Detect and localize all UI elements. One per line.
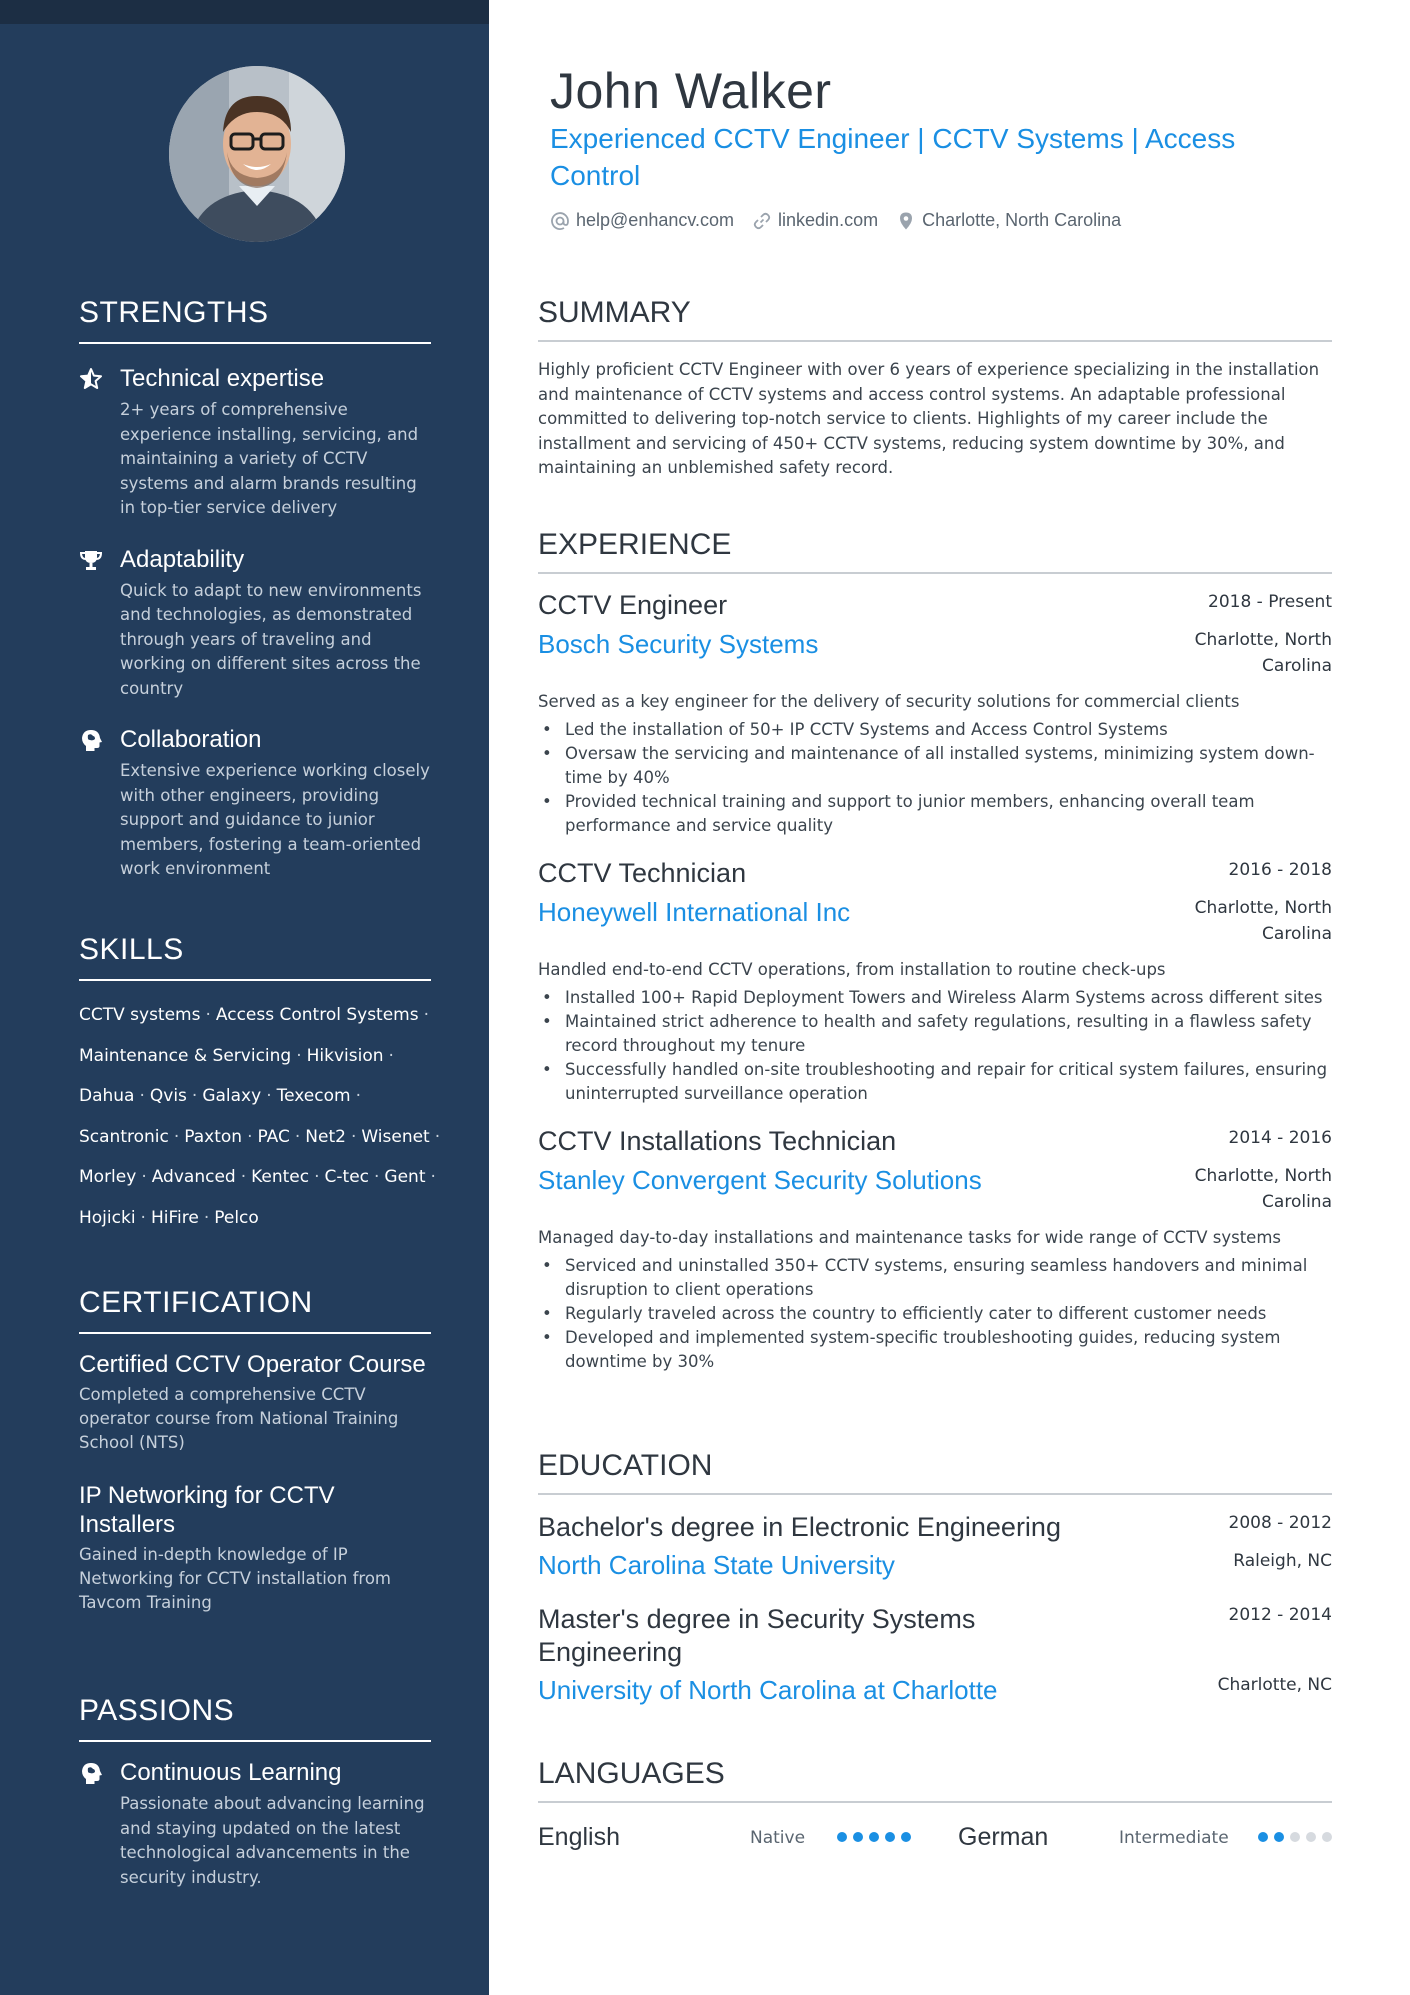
passion-title: Continuous Learning <box>120 1759 342 1786</box>
skill-tag: Qvis <box>149 1086 187 1106</box>
job-company[interactable]: Stanley Convergent Security Solutions <box>538 1165 982 1195</box>
skill-tag: Access Control Systems <box>215 1005 419 1025</box>
strength-description: 2+ years of comprehensive experience installing, servicing, and maintaining a variety of CCTV systems and alarm brands resulting in top-tier service delivery <box>120 400 419 517</box>
language-name: English <box>538 1822 620 1851</box>
language-item <box>958 1817 1332 1857</box>
rating-dot-filled <box>1274 1832 1284 1842</box>
brain-icon <box>79 728 103 752</box>
strengths-section <box>79 296 431 882</box>
job-bullet: • Regularly traveled across the country to efficiently cater to different customer needs <box>538 1302 1332 1326</box>
skills-list <box>79 995 441 1238</box>
contact-row <box>550 210 1121 231</box>
job-dates: 2016 - 2018 <box>1228 860 1332 880</box>
language-rating <box>837 1832 911 1842</box>
education-school[interactable]: North Carolina State University <box>538 1550 895 1580</box>
skills-line: CCTV systems · Access Control Systems · <box>79 1005 430 1025</box>
job-location: Charlotte, North Carolina <box>1194 898 1332 944</box>
certification-title: CERTIFICATION <box>79 1286 431 1334</box>
at-icon <box>550 211 570 231</box>
languages-row <box>538 1817 1332 1857</box>
strength-title: Collaboration <box>120 726 262 753</box>
strength-item <box>79 545 431 702</box>
job-entry <box>538 590 1332 838</box>
job-bullet: • Installed 100+ Rapid Deployment Towers and Wireless Alarm Systems across different sites <box>538 986 1332 1010</box>
skill-tag: Texecom <box>276 1086 351 1106</box>
language-level: Native <box>750 1828 806 1848</box>
education-entry <box>538 1511 1332 1581</box>
location-pin-icon <box>896 211 916 231</box>
rating-dot-filled <box>901 1832 911 1842</box>
strength-title: Technical expertise <box>120 365 325 392</box>
language-name: German <box>958 1822 1049 1851</box>
job-company[interactable]: Bosch Security Systems <box>538 629 819 659</box>
skill-tag: Maintenance & Servicing <box>79 1045 292 1066</box>
education-dates: 2012 - 2014 <box>1228 1605 1332 1625</box>
certification-description: Completed a comprehensive CCTV operator course from National Training School (NTS) <box>79 1385 399 1452</box>
skill-tag: Wisenet <box>361 1126 430 1147</box>
contact-location <box>896 210 1121 231</box>
education-school[interactable]: University of North Carolina at Charlotte <box>538 1675 998 1705</box>
language-rating <box>1258 1832 1332 1842</box>
rating-dot-filled <box>1258 1832 1268 1842</box>
linkedin-text: linkedin.com <box>778 210 879 230</box>
job-bullet: • Serviced and uninstalled 350+ CCTV systems, ensuring seamless handovers and minimal disruption to client operations <box>538 1254 1332 1302</box>
skill-tag: Morley <box>79 1167 137 1187</box>
skill-tag: Advanced <box>151 1167 236 1187</box>
job-summary: Handled end-to-end CCTV operations, from installation to routine check-ups <box>538 960 1166 979</box>
rating-dot-filled <box>885 1832 895 1842</box>
location-text: Charlotte, North Carolina <box>922 210 1122 230</box>
skills-section <box>79 933 441 1238</box>
trophy-icon <box>79 548 103 572</box>
job-location: Charlotte, North Carolina <box>1194 1166 1332 1212</box>
languages-section <box>538 1757 1332 1857</box>
education-degree: Master's degree in Security Systems Engineering <box>538 1604 976 1667</box>
experience-title: EXPERIENCE <box>538 528 1332 574</box>
summary-title: SUMMARY <box>538 296 1332 342</box>
sidebar <box>0 0 489 1995</box>
email-text: help@enhancv.com <box>576 210 735 230</box>
skill-tag: Gent <box>384 1167 426 1187</box>
certification-section <box>79 1286 431 1615</box>
contact-email[interactable] <box>550 210 734 231</box>
skill-tag: Net2 <box>305 1126 346 1147</box>
certification-name: IP Networking for CCTV Installers <box>79 1482 335 1538</box>
strength-description: Extensive experience working closely with other engineers, providing support and guidance to junior members, fostering a team-oriented work environment <box>120 761 430 878</box>
skill-tag: Hojicki <box>79 1207 136 1228</box>
skills-line: Dahua · Qvis · Galaxy · Texecom · <box>79 1086 361 1106</box>
job-bullet: • Oversaw the servicing and maintenance of all installed systems, minimizing system down-time by 40% <box>538 742 1332 790</box>
job-location: Charlotte, North Carolina <box>1194 630 1332 676</box>
rating-dot-filled <box>853 1832 863 1842</box>
summary-text: Highly proficient CCTV Engineer with over 6 years of experience specializing in the installation and maintenance of CCTV systems and access control systems. An adaptable professional committed to delivering top-notch service to clients. Highlights of my career include the installment and servicing of 450+ CCTV systems, reducing system downtime by 30%, and maintaining an unblemished safety record. <box>538 360 1320 477</box>
strengths-title: STRENGTHS <box>79 296 431 344</box>
education-entry <box>538 1603 1332 1706</box>
skills-line: Scantronic · Paxton · PAC · Net2 · Wisenet · <box>79 1126 441 1147</box>
certification-item <box>79 1481 431 1615</box>
education-dates: 2008 - 2012 <box>1228 1513 1332 1533</box>
skill-tag: Hikvision <box>306 1045 384 1066</box>
passion-item <box>79 1758 431 1890</box>
star-icon <box>79 367 103 391</box>
skills-title: SKILLS <box>79 933 431 981</box>
skill-tag: Pelco <box>214 1207 259 1228</box>
brain-icon <box>79 1761 103 1785</box>
job-summary: Served as a key engineer for the delivery of security solutions for commercial clients <box>538 692 1240 711</box>
skill-tag: Scantronic <box>79 1126 169 1147</box>
skills-line: Maintenance & Servicing · Hikvision · <box>79 1045 394 1066</box>
skill-tag: Kentec <box>251 1167 310 1187</box>
passions-section <box>79 1694 431 1890</box>
rating-dot-filled <box>869 1832 879 1842</box>
skills-line: Hojicki · HiFire · Pelco <box>79 1207 259 1228</box>
strength-title: Adaptability <box>120 545 245 573</box>
education-section <box>538 1449 1332 1706</box>
certification-name: Certified CCTV Operator Course <box>79 1351 426 1378</box>
skill-tag: HiFire <box>150 1207 199 1228</box>
skill-tag: PAC <box>257 1126 290 1147</box>
language-level: Intermediate <box>1119 1828 1229 1848</box>
strength-item <box>79 364 431 521</box>
link-icon <box>752 211 772 231</box>
rating-dot-empty <box>1290 1832 1300 1842</box>
summary-section <box>538 296 1332 481</box>
job-bullets <box>538 1254 1332 1374</box>
education-degree: Bachelor's degree in Electronic Engineering <box>538 1512 1061 1542</box>
skill-tag: Dahua <box>79 1086 135 1106</box>
sidebar-top-bar <box>0 0 489 24</box>
skill-tag: C-tec <box>324 1167 370 1187</box>
job-role: CCTV Technician <box>538 858 747 888</box>
job-bullets <box>538 718 1332 838</box>
job-dates: 2014 - 2016 <box>1228 1128 1332 1148</box>
candidate-name: John Walker <box>550 63 832 119</box>
education-location: Charlotte, NC <box>1217 1675 1332 1695</box>
job-company[interactable]: Honeywell International Inc <box>538 897 851 927</box>
contact-linkedin[interactable] <box>752 210 878 231</box>
job-entry <box>538 858 1332 1106</box>
passions-title: PASSIONS <box>79 1694 431 1742</box>
job-dates: 2018 - Present <box>1208 592 1332 612</box>
skill-tag: Galaxy <box>202 1086 262 1106</box>
education-location: Raleigh, NC <box>1233 1551 1332 1571</box>
experience-section <box>538 528 1332 1374</box>
job-bullets <box>538 986 1332 1106</box>
strength-item <box>79 725 431 882</box>
rating-dot-empty <box>1306 1832 1316 1842</box>
skill-tag: Paxton <box>184 1126 243 1147</box>
candidate-headline: Experienced CCTV Engineer | CCTV Systems | Access Control <box>550 123 1236 191</box>
certification-item <box>79 1350 431 1455</box>
job-bullet: • Maintained strict adherence to health and safety regulations, resulting in a flawless safety record throughout my tenure <box>538 1010 1332 1058</box>
job-role: CCTV Installations Technician <box>538 1126 897 1156</box>
language-item <box>538 1817 928 1857</box>
education-title: EDUCATION <box>538 1449 1332 1495</box>
job-bullet: • Developed and implemented system-specific troubleshooting guides, reducing system downtime by 30% <box>538 1326 1332 1374</box>
skills-line: Morley · Advanced · Kentec · C-tec · Gent · <box>79 1167 436 1187</box>
strength-description: Quick to adapt to new environments and technologies, as demonstrated through years of traveling and working on different sites across the country <box>120 580 422 698</box>
languages-title: LANGUAGES <box>538 1757 1332 1803</box>
skill-tag: CCTV systems <box>79 1005 201 1025</box>
rating-dot-filled <box>837 1832 847 1842</box>
job-bullet: • Provided technical training and support to junior members, enhancing overall team performance and service quality <box>538 790 1332 838</box>
job-summary: Managed day-to-day installations and maintenance tasks for wide range of CCTV systems <box>538 1228 1281 1247</box>
avatar <box>169 66 345 242</box>
job-entry <box>538 1126 1332 1374</box>
certification-description: Gained in-depth knowledge of IP Networking for CCTV installation from Tavcom Training <box>79 1545 391 1612</box>
job-bullet: • Led the installation of 50+ IP CCTV Systems and Access Control Systems <box>538 718 1332 742</box>
rating-dot-empty <box>1322 1832 1332 1842</box>
job-bullet: • Successfully handled on-site troubleshooting and repair for critical system failures, ensuring uninterrupted surveillance operation <box>538 1058 1332 1106</box>
job-role: CCTV Engineer <box>538 590 728 620</box>
passion-description: Passionate about advancing learning and staying updated on the latest technological advancements in the security industry. <box>120 1794 425 1887</box>
